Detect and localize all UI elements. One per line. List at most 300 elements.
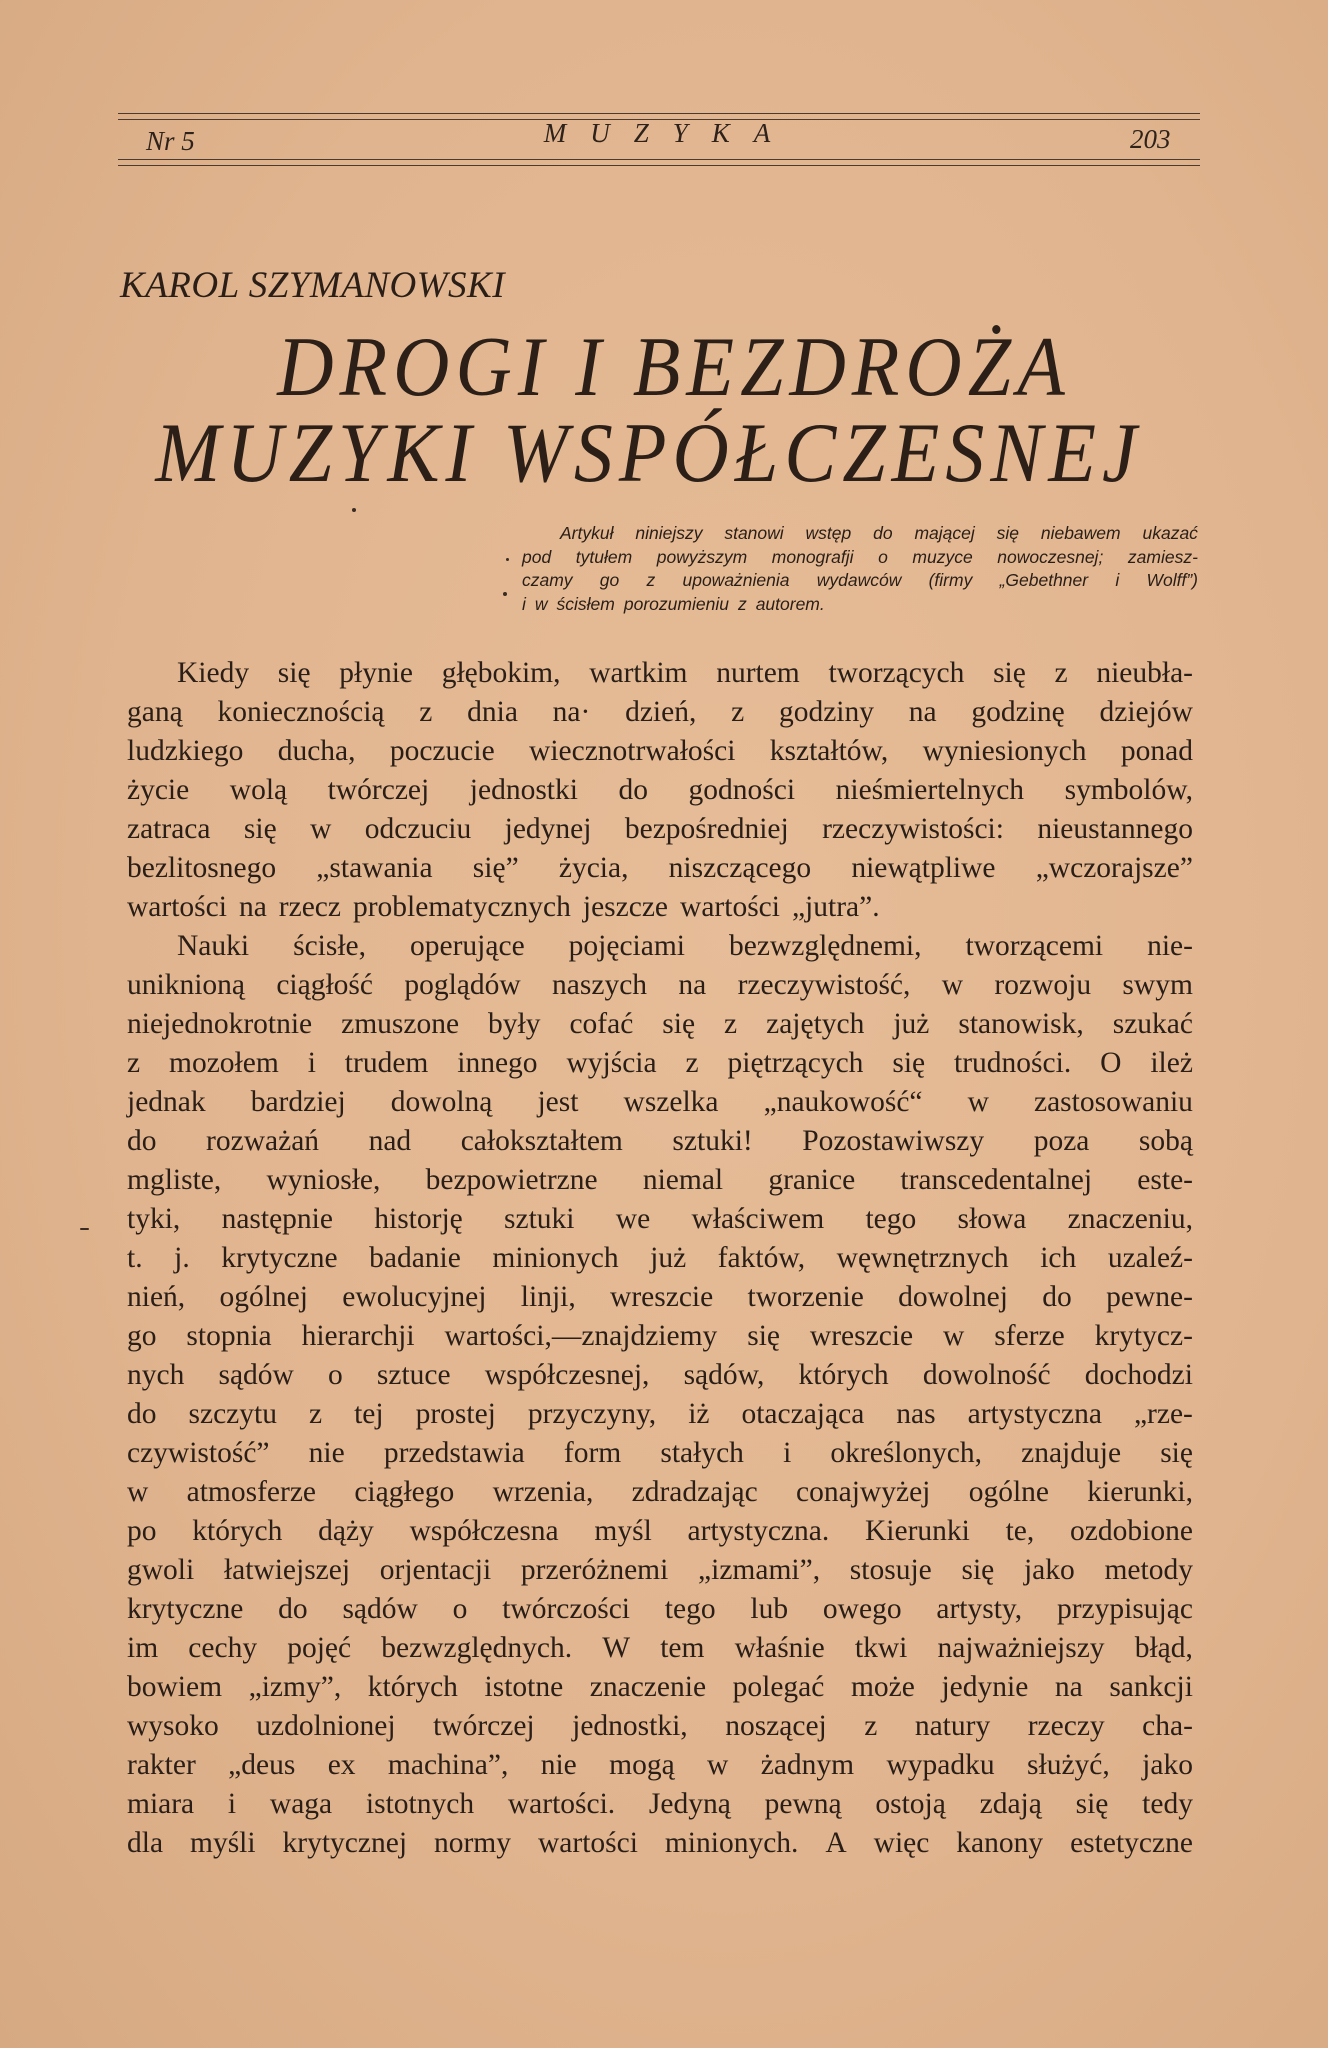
- word: łatwiejszej: [223, 1554, 351, 1586]
- word: owego: [822, 1593, 902, 1625]
- word: wolą: [229, 774, 288, 806]
- word: do: [278, 1593, 308, 1625]
- body-line: [127, 732, 1193, 771]
- word: mgliste,: [127, 1164, 222, 1196]
- word: wypadku: [886, 1749, 995, 1781]
- word: „naukowość“: [763, 1086, 923, 1118]
- word: bowiem: [127, 1671, 223, 1703]
- word: krytycz-: [1094, 1320, 1193, 1352]
- word: wartości: [127, 891, 227, 923]
- word: się: [892, 1047, 926, 1079]
- word: Artykuł: [560, 523, 614, 543]
- word: jedynie: [941, 1671, 1029, 1703]
- word: pewną: [764, 1788, 842, 1820]
- word: wyjścia: [566, 1047, 657, 1079]
- word: j.: [174, 1242, 190, 1274]
- word: wreszcie: [809, 1320, 914, 1352]
- word: z: [685, 1047, 699, 1079]
- word: rzeczywistości:: [822, 813, 1004, 845]
- word: transcedentalnej: [900, 1164, 1093, 1196]
- word: zmuszone: [341, 1008, 460, 1040]
- word: ganą: [127, 696, 183, 728]
- word: bezpośredniej: [624, 813, 789, 845]
- word: przyczyny,: [527, 1398, 657, 1430]
- abstract-line: [522, 593, 1198, 617]
- word: tytułem: [575, 546, 633, 567]
- word: sferze: [994, 1320, 1065, 1352]
- word: tworzących: [828, 657, 965, 689]
- word: twórczości: [502, 1593, 630, 1625]
- word: z: [731, 696, 745, 728]
- word: nień,: [127, 1281, 186, 1313]
- word: krytyczne: [221, 1242, 338, 1274]
- word: metody: [1104, 1554, 1193, 1586]
- word: myśl: [594, 1515, 652, 1547]
- word: tworzenie: [747, 1281, 864, 1313]
- word: z: [737, 593, 747, 614]
- word: go: [599, 570, 620, 591]
- article-title-line-1: DROGI I BEZDROŻA: [277, 319, 1071, 414]
- word: powyższym: [656, 546, 748, 567]
- word: porozumieniu: [623, 593, 729, 614]
- word: dzień,: [625, 696, 697, 728]
- body-line: [127, 966, 1193, 1005]
- word: niebawem: [1040, 523, 1121, 543]
- word: miara: [127, 1788, 195, 1820]
- page-number: 203: [1130, 124, 1171, 154]
- word: w: [534, 593, 548, 614]
- word: jako: [1023, 1554, 1075, 1586]
- word: bezwzględnemi,: [729, 930, 922, 962]
- word: Nauki: [177, 930, 250, 962]
- header-rule-top: [118, 113, 1200, 114]
- word: właśnie: [734, 1632, 825, 1664]
- word: Kiedy: [177, 657, 250, 689]
- word: głębokim,: [441, 657, 561, 689]
- word: ducha,: [277, 735, 356, 767]
- word: operujące: [410, 930, 525, 962]
- word: orjentacji: [379, 1554, 492, 1586]
- word: W: [602, 1632, 631, 1664]
- word: następnie: [221, 1203, 333, 1235]
- word: wreszcie: [610, 1281, 714, 1313]
- word: ciągłość: [276, 969, 373, 1001]
- word: nieustannego: [1037, 813, 1193, 845]
- word: nowoczesnej;: [997, 546, 1104, 567]
- word: i: [1115, 570, 1120, 591]
- body-line: [127, 1668, 1193, 1707]
- word: ewolucyjnej: [342, 1281, 487, 1313]
- word: granice: [768, 1164, 856, 1196]
- word: wartości: [680, 891, 780, 923]
- word: się: [1075, 1788, 1109, 1820]
- body-line: [127, 1746, 1193, 1785]
- word: nych: [127, 1359, 185, 1391]
- word: sądów,: [683, 1359, 765, 1391]
- word: do: [618, 774, 648, 806]
- word: wartości.: [507, 1788, 616, 1820]
- word: dla: [127, 1827, 164, 1859]
- word: w: [127, 1476, 149, 1508]
- word: trudem: [344, 1047, 429, 1079]
- body-line: [127, 771, 1193, 810]
- word: polegać: [732, 1671, 825, 1703]
- word: w: [967, 1086, 989, 1118]
- word: tyki,: [127, 1203, 181, 1235]
- word: w: [310, 813, 332, 845]
- word: Wolff”): [1146, 570, 1198, 591]
- word: stosuje: [849, 1554, 932, 1586]
- word: i: [227, 1788, 237, 1820]
- word: twórczej: [433, 1710, 535, 1742]
- word: niemal: [642, 1164, 724, 1196]
- word: nad: [368, 1125, 412, 1157]
- word: dochodzi: [1084, 1359, 1193, 1391]
- body-line: [127, 1239, 1193, 1278]
- body-line: [127, 1590, 1193, 1629]
- word: estetyczne: [1070, 1827, 1193, 1859]
- word: znaczeniu,: [1067, 1203, 1193, 1235]
- word: niewątpliwe: [851, 852, 996, 884]
- word: hierarchji: [301, 1320, 415, 1352]
- word: wyniesionych: [922, 735, 1087, 767]
- word: w: [707, 1749, 729, 1781]
- word: ostoją: [875, 1788, 946, 1820]
- article-body: [127, 654, 1193, 1863]
- word: artystyczna.: [687, 1515, 830, 1547]
- word: Jedyną: [648, 1788, 731, 1820]
- word: we: [615, 1203, 651, 1235]
- word: badanie: [369, 1242, 461, 1274]
- word: na: [678, 969, 707, 1001]
- word: stopnia: [186, 1320, 272, 1352]
- word: do: [1042, 1281, 1072, 1313]
- word: współczesnej,: [484, 1359, 650, 1391]
- word: mogą: [609, 1749, 675, 1781]
- word: których: [367, 1671, 458, 1703]
- word: dziejów: [1099, 696, 1193, 728]
- abstract-line: [522, 522, 1198, 546]
- word: nieśmiertelnych: [835, 774, 1025, 806]
- word: Kierunki: [864, 1515, 970, 1547]
- word: określonych,: [830, 1437, 982, 1469]
- body-line: [127, 1278, 1193, 1317]
- word: zamiesz-: [1127, 546, 1198, 567]
- word: kształtów,: [769, 735, 889, 767]
- word: z: [864, 1710, 878, 1742]
- body-line: [127, 654, 1193, 693]
- word: jeszcze: [582, 891, 669, 923]
- word: czamy: [522, 570, 573, 591]
- word: się: [662, 1008, 696, 1040]
- body-line: [127, 1317, 1193, 1356]
- word: jako: [1142, 1749, 1193, 1781]
- word: ozdobione: [1070, 1515, 1193, 1547]
- word: rzecz: [278, 891, 341, 923]
- body-line: [127, 1005, 1193, 1044]
- word: cechy: [188, 1632, 258, 1664]
- word: kierunki,: [1087, 1476, 1193, 1508]
- word: minionych.: [664, 1827, 799, 1859]
- word: płynie: [339, 657, 413, 689]
- body-line: [127, 693, 1193, 732]
- word: których: [798, 1359, 889, 1391]
- word: tego: [865, 1203, 917, 1235]
- body-line: [127, 1707, 1193, 1746]
- word: wartkim: [589, 657, 688, 689]
- word: upoważnienia: [682, 570, 790, 591]
- word: swym: [1122, 969, 1193, 1001]
- word: całokształtem: [460, 1125, 623, 1157]
- word: nieubła-: [1096, 657, 1193, 689]
- word: O: [1100, 1047, 1122, 1079]
- word: sankcji: [1109, 1671, 1193, 1703]
- word: węwnętrznych: [836, 1242, 1009, 1274]
- word: nie: [308, 1437, 345, 1469]
- body-line: [127, 1044, 1193, 1083]
- word: ludzkiego: [127, 735, 244, 767]
- word: w: [943, 1320, 965, 1352]
- word: twórczej: [327, 774, 430, 806]
- word: znaczenie: [589, 1671, 707, 1703]
- word: przeróżnemi: [520, 1554, 669, 1586]
- word: lub: [750, 1593, 789, 1625]
- word: ogólnej: [219, 1281, 308, 1313]
- body-line: [127, 1200, 1193, 1239]
- print-speck: [352, 508, 356, 512]
- word: „Gebethner: [999, 570, 1089, 591]
- word: wrzenia,: [492, 1476, 594, 1508]
- word: się: [277, 657, 311, 689]
- word: kanony: [956, 1827, 1044, 1859]
- word: na: [238, 891, 267, 923]
- word: Pozostawiwszy: [802, 1125, 985, 1157]
- word: normy: [433, 1827, 512, 1859]
- word: jedynej: [504, 813, 592, 845]
- word: właściwem: [691, 1203, 825, 1235]
- word: innego: [457, 1047, 538, 1079]
- article-author: KAROL SZYMANOWSKI: [120, 265, 506, 306]
- body-line: [127, 1434, 1193, 1473]
- body-line: [127, 1356, 1193, 1395]
- word: sobą: [1138, 1125, 1193, 1157]
- word: i: [783, 1437, 792, 1469]
- word: może: [850, 1671, 915, 1703]
- word: pojęć: [287, 1632, 352, 1664]
- word: bezlitosnego: [127, 852, 277, 884]
- word: tej: [354, 1398, 384, 1430]
- word: zdradzając: [631, 1476, 758, 1508]
- word: służyć,: [1027, 1749, 1110, 1781]
- word: godziny: [778, 696, 874, 728]
- print-speck: [503, 592, 507, 596]
- word: gwoli: [127, 1554, 195, 1586]
- word: te,: [1005, 1515, 1035, 1547]
- word: faktów,: [717, 1242, 806, 1274]
- word: ścisłe,: [293, 930, 367, 962]
- abstract-line: [522, 569, 1198, 593]
- word: na: [908, 696, 937, 728]
- body-line: [127, 1161, 1193, 1200]
- word: monografji: [771, 546, 854, 567]
- word: już: [893, 1008, 930, 1040]
- word: „rze-: [1133, 1398, 1193, 1430]
- word: na: [1054, 1671, 1083, 1703]
- word: naszych: [552, 969, 648, 1001]
- word: historję: [374, 1203, 463, 1235]
- word: zajętych: [766, 1008, 865, 1040]
- word: autorem.: [755, 593, 825, 614]
- body-line: [127, 1083, 1193, 1122]
- word: problematycznych: [352, 891, 571, 923]
- word: rozwoju: [994, 969, 1092, 1001]
- body-line: [127, 888, 1193, 927]
- word: z: [127, 1047, 141, 1079]
- word: „izmami”,: [698, 1554, 821, 1586]
- issue-number: Nr 5: [146, 126, 195, 156]
- word: wartości: [537, 1827, 638, 1859]
- word: godzinę: [971, 696, 1065, 728]
- magazine-title: MUZYKA: [543, 118, 795, 148]
- word: wysoko: [127, 1710, 219, 1742]
- word: este-: [1137, 1164, 1193, 1196]
- word: artysty,: [936, 1593, 1023, 1625]
- word: w: [941, 969, 964, 1001]
- word: niejednokrotnie: [127, 1008, 313, 1040]
- word: t.: [127, 1242, 143, 1274]
- body-line: [127, 927, 1193, 966]
- word: sądów: [342, 1593, 418, 1625]
- word: „jutra”.: [791, 891, 880, 923]
- word: myśli: [190, 1827, 256, 1859]
- word: wszelka: [623, 1086, 719, 1118]
- word: uniknioną: [127, 969, 245, 1001]
- word: krytycznej: [282, 1827, 408, 1859]
- word: ciągłego: [354, 1476, 455, 1508]
- word: szukać: [1112, 1008, 1193, 1040]
- word: minionych: [492, 1242, 619, 1274]
- word: nas: [896, 1398, 936, 1430]
- article-title-line-2: MUZYKI WSPÓŁCZESNEJ: [155, 405, 1143, 500]
- word: szczytu: [188, 1398, 277, 1430]
- word: istotnych: [365, 1788, 475, 1820]
- word: czywistość”: [127, 1437, 270, 1469]
- word: ponad: [1120, 735, 1193, 767]
- word: znajduje: [1021, 1437, 1122, 1469]
- word: natury: [914, 1710, 991, 1742]
- article-abstract: [522, 522, 1198, 616]
- word: sztuki: [504, 1203, 575, 1235]
- word: sztuki!: [672, 1125, 753, 1157]
- word: współczesna: [409, 1515, 559, 1547]
- word: symbolów,: [1064, 774, 1193, 806]
- word: stanowisk,: [958, 1008, 1084, 1040]
- body-line: [127, 1122, 1193, 1161]
- word: form: [563, 1437, 622, 1469]
- word: mającej: [914, 523, 975, 543]
- word: ścisłem: [556, 593, 615, 614]
- word: ich: [1040, 1242, 1077, 1274]
- body-line: [127, 1785, 1193, 1824]
- body-line: [127, 1551, 1193, 1590]
- word: o: [328, 1359, 343, 1391]
- word: godności: [688, 774, 796, 806]
- word: jest: [537, 1086, 579, 1118]
- word: nie-: [1147, 930, 1193, 962]
- word: koniecznością: [217, 696, 385, 728]
- word: ileż: [1150, 1047, 1193, 1079]
- word: o: [878, 546, 888, 567]
- word: z: [308, 1398, 323, 1430]
- word: do: [127, 1398, 157, 1430]
- word: nie: [540, 1749, 577, 1781]
- word: jednostki,: [572, 1710, 688, 1742]
- word: A: [825, 1827, 847, 1859]
- header-rule-bottom-inner: [118, 159, 1200, 160]
- word: nurtem: [716, 657, 800, 689]
- word: pewne-: [1106, 1281, 1193, 1313]
- word: mozołem: [169, 1047, 279, 1079]
- word: dowolnej: [898, 1281, 1008, 1313]
- word: conajwyżej: [796, 1476, 931, 1508]
- word: niszczącego: [668, 852, 812, 884]
- word: „wczorajsze”: [1035, 852, 1193, 884]
- word: tworzącemi: [965, 930, 1104, 962]
- word: go: [127, 1320, 157, 1352]
- body-line: [127, 1473, 1193, 1512]
- word: dąży: [318, 1515, 374, 1547]
- word: trudności.: [954, 1047, 1072, 1079]
- word: rzeczy: [1027, 1710, 1105, 1742]
- word: z: [1054, 657, 1068, 689]
- word: cha-: [1142, 1710, 1193, 1742]
- word: wydawców: [816, 570, 902, 591]
- word: były: [488, 1008, 541, 1040]
- word: tego: [664, 1593, 716, 1625]
- word: się: [993, 657, 1026, 689]
- word: stałych: [660, 1437, 744, 1469]
- word: linji,: [520, 1281, 576, 1313]
- body-line: [127, 1824, 1193, 1863]
- word: waga: [269, 1788, 333, 1820]
- word: rakter: [127, 1749, 196, 1781]
- body-line: [127, 1629, 1193, 1668]
- word: i: [522, 593, 526, 614]
- word: prostej: [415, 1398, 496, 1430]
- word: uzdolnionej: [256, 1710, 396, 1742]
- word: machina”,: [387, 1749, 509, 1781]
- word: zdają: [979, 1788, 1042, 1820]
- word: najważniejszy: [937, 1632, 1105, 1664]
- word: do: [873, 523, 893, 543]
- word: jednak: [127, 1086, 206, 1118]
- word: dowolną: [390, 1086, 493, 1118]
- word: sądów: [218, 1359, 294, 1391]
- word: wyniosłe,: [266, 1164, 381, 1196]
- word: jednostki: [469, 774, 578, 806]
- word: artystyczna: [967, 1398, 1102, 1430]
- word: się: [747, 1320, 780, 1352]
- word: więc: [873, 1827, 930, 1859]
- body-line: [127, 810, 1193, 849]
- word: dowolność: [922, 1359, 1051, 1391]
- word: tedy: [1142, 1788, 1193, 1820]
- word: iż: [688, 1398, 710, 1430]
- print-speck: [80, 1228, 89, 1230]
- word: niniejszy: [635, 523, 703, 543]
- word: zastosowaniu: [1034, 1086, 1193, 1118]
- word: bezpowietrzne: [425, 1164, 598, 1196]
